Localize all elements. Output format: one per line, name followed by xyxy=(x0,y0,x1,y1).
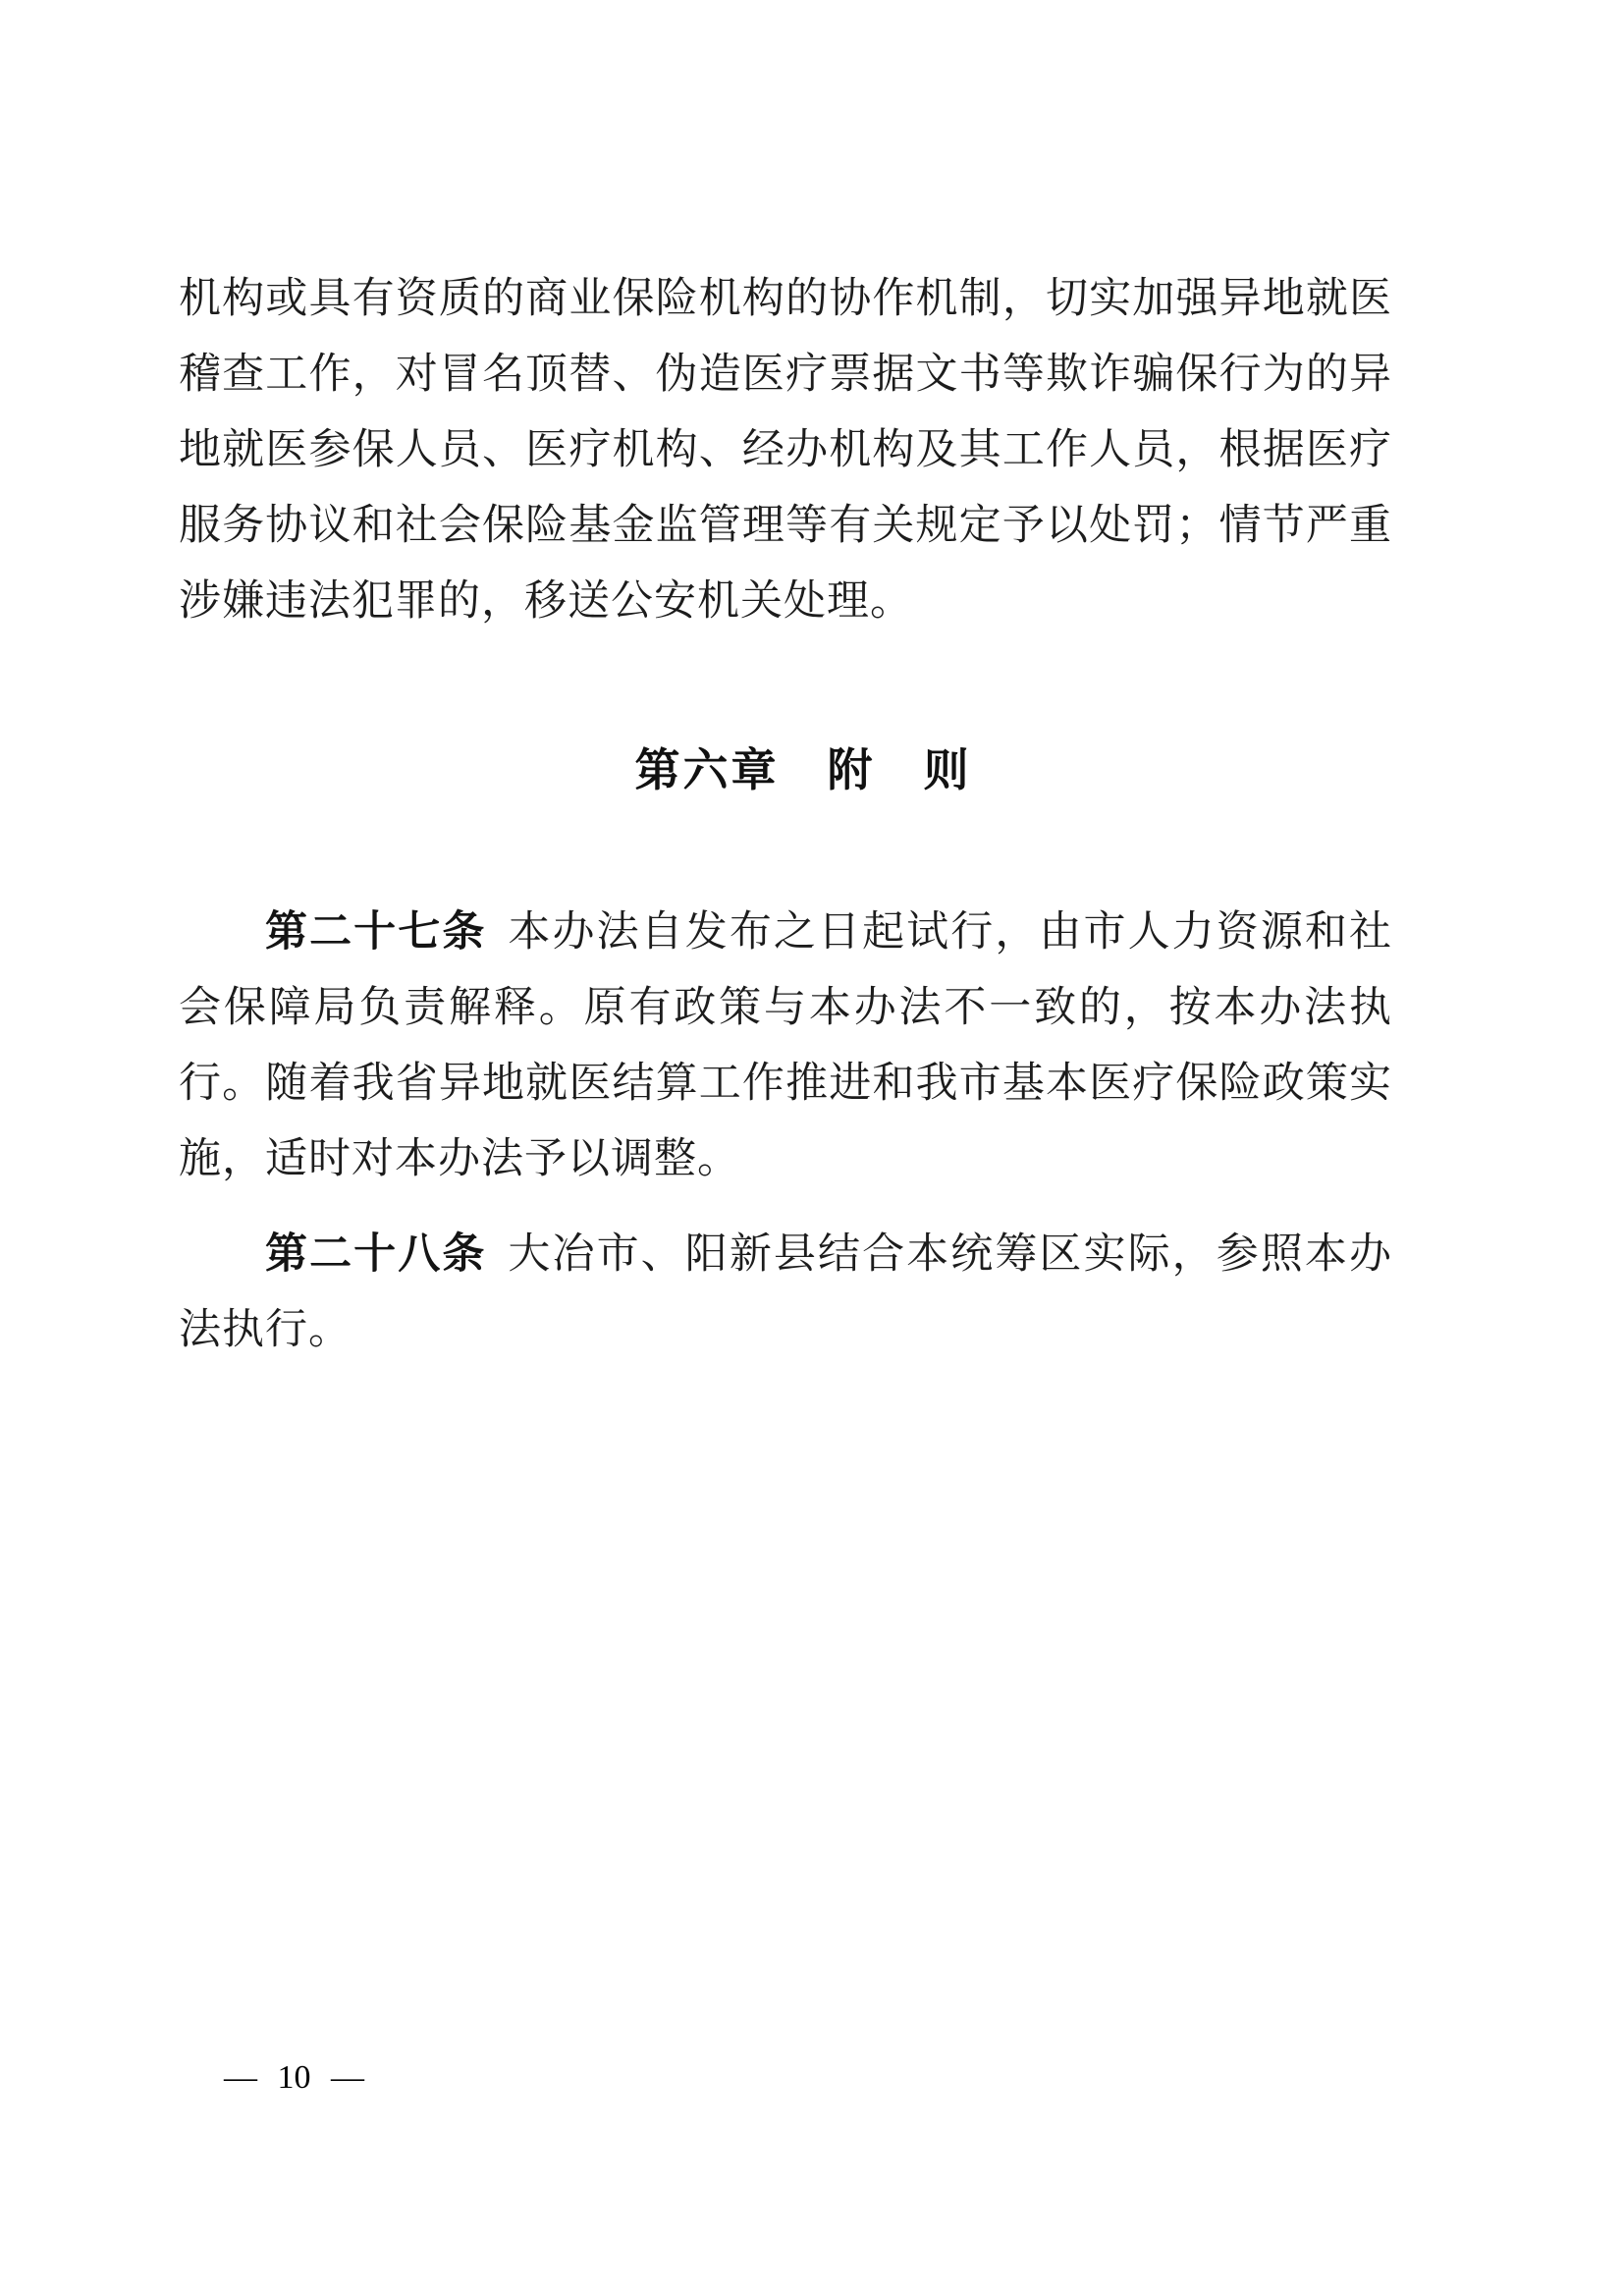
document-body xyxy=(179,261,1392,1368)
continuation-paragraph: 机构或具有资质的商业保险机构的协作机制，切实加强异地就医稽查工作，对冒名顶替、伪造医疗票据文书等欺诈骗保行为的异地就医参保人员、医疗机构、经办机构及其工作人员，根据医疗服务协议和社会保险基金监管理等有关规定予以处罚；情节严重涉嫌违法犯罪的，移送公安机关处理。 xyxy=(179,276,1392,625)
article-28-paragraph xyxy=(179,1217,1392,1368)
article-27-text: 本办法自发布之日起试行，由市人力资源和社会保障局负责解释。原有政策与本办法不一致的，按本办法执行。随着我省异地就医结算工作推进和我市基本医疗保险政策实施，适时对本办法予以调整。 xyxy=(179,909,1393,1182)
article-28-number: 第二十八条 xyxy=(265,1230,487,1278)
article-27-paragraph xyxy=(179,895,1392,1197)
page-number: — 10 — xyxy=(224,2059,364,2096)
article-28-text: 大冶市、阳新县结合本统筹区实际，参照本办法执行。 xyxy=(179,1231,1393,1353)
chapter-heading: 第六章 附 则 xyxy=(634,744,972,795)
article-27-number: 第二十七条 xyxy=(265,908,487,956)
